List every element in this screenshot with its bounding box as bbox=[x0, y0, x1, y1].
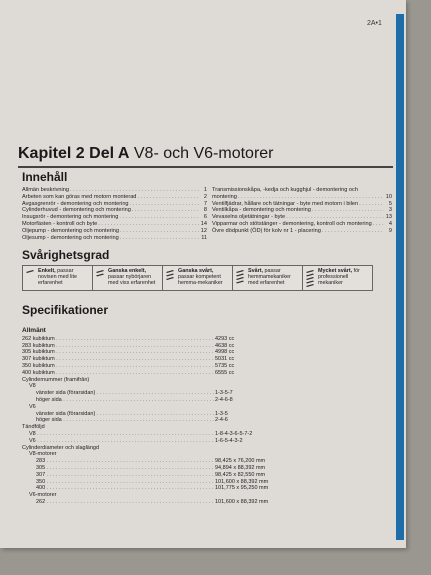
toc-entry-page: 8 bbox=[203, 207, 207, 214]
spec-row bbox=[22, 397, 322, 404]
spec-row bbox=[22, 377, 322, 384]
spec-label-cell bbox=[22, 438, 215, 445]
difficulty-text bbox=[248, 268, 300, 287]
difficulty-description: för professionell mekaniker bbox=[318, 268, 360, 287]
toc-leader-dots bbox=[130, 201, 199, 208]
spec-value: 4293 cc bbox=[215, 335, 235, 342]
toc-entry-label: Ventilkåpa - demontering och montering bbox=[212, 207, 311, 214]
toc-entry bbox=[212, 187, 392, 194]
toc-entry-page: 3 bbox=[388, 207, 392, 214]
difficulty-description: passar novisen med lite erfarenhet bbox=[38, 268, 77, 287]
spec-label-cell bbox=[22, 445, 215, 452]
spec-leader-dots bbox=[45, 458, 215, 464]
spec-leader-dots bbox=[55, 343, 215, 349]
spec-label: 262 bbox=[36, 498, 46, 505]
toc-entry-page: 5 bbox=[388, 200, 392, 207]
toc-entry-page: 1 bbox=[203, 187, 207, 193]
spec-row bbox=[22, 492, 322, 499]
toc-leader-dots bbox=[373, 221, 384, 228]
spec-row bbox=[22, 431, 322, 438]
difficulty-title: Ganska enkelt, bbox=[108, 268, 147, 274]
spec-label: vänster sida (förarsidan) bbox=[36, 410, 96, 417]
spec-value: 1-3-5-7 bbox=[215, 390, 233, 397]
spec-value: 2-4-6-8 bbox=[215, 396, 233, 403]
spec-label: V6-motorer bbox=[29, 492, 57, 499]
toc-entry-label: Vevaxelns oljetätningar - byte bbox=[212, 214, 286, 221]
toc-entry-label: Motorfästen - kontroll och byte bbox=[22, 220, 98, 227]
wrench-icon bbox=[25, 268, 35, 288]
toc-entry bbox=[22, 221, 207, 228]
spec-leader-dots bbox=[95, 411, 215, 417]
difficulty-level-2 bbox=[92, 265, 163, 291]
toc-entry bbox=[212, 194, 392, 201]
spec-label: 307 kubiktum bbox=[22, 356, 55, 363]
spec-row bbox=[22, 424, 322, 431]
spec-label: 305 kubiktum bbox=[22, 349, 55, 356]
toc-entry-page: 14 bbox=[200, 220, 207, 227]
spec-label-cell bbox=[22, 499, 215, 506]
toc-entry-label: Transmissionskåpa, -kedja och kugghjul - demontering och bbox=[212, 187, 358, 193]
difficulty-level-3 bbox=[162, 265, 233, 291]
toc-entry-page: 2 bbox=[203, 193, 207, 200]
toc-entry bbox=[22, 235, 207, 242]
spec-leader-dots bbox=[45, 479, 215, 485]
spec-label-cell bbox=[22, 336, 215, 343]
toc-leader-dots bbox=[137, 194, 199, 201]
toc-entry-label: Vipparmar och stötstänger - demontering, kontroll och montering bbox=[212, 220, 372, 227]
toc-leader-dots bbox=[119, 214, 199, 221]
spec-label-cell bbox=[22, 343, 215, 350]
spec-row bbox=[22, 370, 322, 377]
spec-row bbox=[22, 349, 322, 356]
chapter-rule bbox=[18, 166, 393, 168]
spec-row bbox=[22, 363, 322, 370]
toc-entry bbox=[212, 207, 392, 214]
toc-right-column bbox=[212, 187, 392, 235]
toc-leader-dots bbox=[120, 235, 199, 242]
spec-label-cell bbox=[22, 458, 215, 465]
toc-leader-dots bbox=[70, 187, 199, 194]
toc-entry bbox=[212, 214, 392, 221]
spec-label: vänster sida (förarsidan) bbox=[36, 390, 96, 397]
spec-row bbox=[22, 499, 322, 506]
spec-row bbox=[22, 451, 322, 458]
spec-label: V8-motorer bbox=[29, 451, 57, 458]
toc-entry-label: Insugsrör - demontering och montering bbox=[22, 214, 119, 221]
spec-value: 1-6-5-4-3-2 bbox=[215, 437, 243, 444]
spec-leader-dots bbox=[62, 397, 215, 403]
spec-label-cell bbox=[22, 390, 215, 397]
spec-label-cell bbox=[22, 349, 215, 356]
spec-label: V8 bbox=[29, 430, 36, 437]
spec-leader-dots bbox=[55, 370, 215, 376]
spec-value: 101,600 x 88,392 mm bbox=[215, 478, 269, 485]
spec-value: 5735 cc bbox=[215, 362, 235, 369]
chapter-title-main: Kapitel 2 Del A bbox=[18, 145, 130, 162]
toc-entry-page: 11 bbox=[201, 234, 207, 241]
chapter-tab-bar bbox=[396, 14, 404, 540]
spec-value: 2-4-6 bbox=[215, 417, 228, 424]
toc-entry-label: Oljesump - demontering och montering bbox=[22, 234, 119, 241]
difficulty-text bbox=[108, 268, 160, 287]
toc-entry-label: Övre dödpunkt (ÖD) för kolv nr 1 - placering bbox=[212, 227, 321, 234]
difficulty-description: passar hemmamekaniker med erfarenhet bbox=[248, 268, 291, 287]
spec-label: 350 bbox=[36, 478, 46, 485]
toc-entry bbox=[212, 228, 392, 235]
difficulty-scale bbox=[22, 265, 372, 291]
spec-row bbox=[22, 404, 322, 411]
toc-entry-page: 12 bbox=[200, 227, 207, 234]
spec-label-cell bbox=[22, 431, 215, 438]
toc-leader-dots bbox=[238, 194, 384, 201]
toc-heading: Innehåll bbox=[22, 170, 68, 184]
spec-label: V6 bbox=[29, 403, 36, 410]
toc-entry bbox=[22, 228, 207, 235]
spec-row bbox=[22, 417, 322, 424]
wrench-icon bbox=[235, 268, 245, 288]
difficulty-title: Enkelt, bbox=[38, 268, 56, 274]
toc-entry-label: Cylinderhuvud - demontering och montering bbox=[22, 207, 131, 214]
toc-leader-dots bbox=[98, 221, 199, 228]
toc-entry-page: 7 bbox=[203, 200, 207, 207]
spec-label-cell bbox=[22, 417, 215, 424]
toc-entry bbox=[212, 221, 392, 228]
toc-leader-dots bbox=[120, 228, 199, 235]
difficulty-level-4 bbox=[232, 265, 303, 291]
spec-label: 283 bbox=[36, 458, 46, 465]
toc-entry-page: 6 bbox=[203, 214, 207, 221]
spec-row bbox=[22, 336, 322, 343]
spec-row bbox=[22, 390, 322, 397]
spec-label-cell bbox=[22, 411, 215, 418]
spec-label-cell bbox=[22, 472, 215, 479]
toc-entry-page: 13 bbox=[385, 214, 392, 221]
spec-label: 283 kubiktum bbox=[22, 342, 55, 349]
toc-entry bbox=[22, 187, 207, 194]
toc-entry-label: montering bbox=[212, 193, 237, 200]
spec-value: 6555 cc bbox=[215, 369, 235, 376]
spec-value: 4998 cc bbox=[215, 349, 235, 356]
spec-value: 98,425 x 82,550 mm bbox=[215, 471, 266, 478]
specs-table bbox=[22, 328, 322, 506]
toc-leader-dots bbox=[286, 214, 384, 221]
spec-label-cell bbox=[22, 492, 215, 499]
toc-entry-label: Ventilfjädrar, hållare och tätningar - byte med motorn i bilen bbox=[212, 200, 359, 207]
spec-label-cell bbox=[22, 363, 215, 370]
spec-leader-dots bbox=[55, 349, 215, 355]
spec-row bbox=[22, 472, 322, 479]
toc-entry bbox=[22, 201, 207, 208]
spec-row bbox=[22, 438, 322, 445]
spec-value: 94,894 x 88,392 mm bbox=[215, 464, 266, 471]
spec-label: 262 kubiktum bbox=[22, 335, 55, 342]
difficulty-description: passar nybörjaren med viss erfarenhet bbox=[108, 274, 156, 287]
spec-label: Tändföljd bbox=[22, 424, 45, 431]
spec-value: 4638 cc bbox=[215, 342, 235, 349]
spec-label-cell bbox=[22, 370, 215, 377]
spec-label: Cylindernummer (framifrån) bbox=[22, 376, 90, 383]
difficulty-description: passar kompetent hemma-mekaniker bbox=[178, 274, 223, 287]
spec-label: 400 kubiktum bbox=[22, 369, 55, 376]
toc-left-column bbox=[22, 187, 207, 241]
wrench-icon bbox=[95, 268, 105, 288]
spec-row bbox=[22, 411, 322, 418]
chapter-title bbox=[18, 145, 393, 163]
toc-leader-dots bbox=[322, 228, 384, 235]
spec-label: 305 bbox=[36, 464, 46, 471]
spec-label: 307 bbox=[36, 471, 46, 478]
wrench-icon bbox=[305, 268, 315, 288]
difficulty-level-5 bbox=[302, 265, 373, 291]
spec-label-cell bbox=[22, 383, 215, 390]
spec-value: 1-3-5 bbox=[215, 410, 228, 417]
spec-leader-dots bbox=[45, 465, 215, 471]
page-number: 2A•1 bbox=[367, 20, 382, 27]
spec-row bbox=[22, 383, 322, 390]
toc-entry-page: 9 bbox=[388, 227, 392, 234]
spec-label: höger sida bbox=[36, 396, 62, 403]
spec-leader-dots bbox=[36, 431, 215, 437]
toc-leader-dots bbox=[312, 207, 384, 214]
spec-leader-dots bbox=[55, 336, 215, 342]
toc-leader-dots bbox=[359, 201, 384, 208]
spec-leader-dots bbox=[45, 499, 215, 505]
toc-entry-label: Arbeten som kan göras med motorn monterad bbox=[22, 193, 137, 200]
toc-entry-page: 4 bbox=[388, 220, 392, 227]
spec-label-cell bbox=[22, 479, 215, 486]
toc-entry bbox=[22, 207, 207, 214]
specs-heading: Specifikationer bbox=[22, 303, 109, 317]
spec-label: V8 bbox=[29, 383, 36, 390]
spec-row bbox=[22, 445, 322, 452]
difficulty-title: Svårt, bbox=[248, 268, 263, 274]
spec-row bbox=[22, 465, 322, 472]
spec-label-cell bbox=[22, 404, 215, 411]
toc-entry-label: Allmän beskrivning bbox=[22, 187, 69, 193]
spec-leader-dots bbox=[55, 356, 215, 362]
specs-section-title: Allmänt bbox=[22, 327, 46, 334]
spec-value: 1-8-4-3-6-5-7-2 bbox=[215, 430, 253, 437]
spec-leader-dots bbox=[45, 485, 215, 491]
wrench-icon bbox=[165, 268, 175, 288]
spec-label: V6 bbox=[29, 437, 36, 444]
difficulty-text bbox=[318, 268, 370, 287]
toc-entry bbox=[22, 194, 207, 201]
toc-entry-label: Oljepump - demontering och montering bbox=[22, 227, 120, 234]
spec-row bbox=[22, 479, 322, 486]
difficulty-title: Ganska svårt, bbox=[178, 268, 214, 274]
spec-leader-dots bbox=[55, 363, 215, 369]
spec-row bbox=[22, 458, 322, 465]
spec-value: 5031 cc bbox=[215, 356, 235, 363]
spec-label: 400 bbox=[36, 485, 46, 492]
spec-label: Cylinderdiameter och slaglängd bbox=[22, 444, 100, 451]
spec-row bbox=[22, 343, 322, 350]
spec-leader-dots bbox=[36, 438, 215, 444]
toc-entry bbox=[22, 214, 207, 221]
spec-value: 101,775 x 95,250 mm bbox=[215, 485, 269, 492]
difficulty-text bbox=[38, 268, 90, 287]
difficulty-title: Mycket svårt, bbox=[318, 268, 353, 274]
toc-entry-page: 10 bbox=[385, 193, 392, 200]
spec-label-cell bbox=[22, 424, 215, 431]
toc-entry-label: Avgasgrenrör - demontering och montering bbox=[22, 200, 129, 207]
chapter-subtitle: V8- och V6-motorer bbox=[129, 145, 274, 162]
spec-label-cell bbox=[22, 465, 215, 472]
spec-row bbox=[22, 356, 322, 363]
spec-label-cell bbox=[22, 451, 215, 458]
spec-label-cell bbox=[22, 397, 215, 404]
spec-label: höger sida bbox=[36, 417, 62, 424]
spec-leader-dots bbox=[95, 390, 215, 396]
spec-value: 98,425 x 76,200 mm bbox=[215, 458, 266, 465]
spec-value: 101,600 x 88,392 mm bbox=[215, 498, 269, 505]
difficulty-text bbox=[178, 268, 230, 287]
spec-label: 350 kubiktum bbox=[22, 362, 55, 369]
spec-label-cell bbox=[22, 485, 215, 492]
difficulty-heading: Svårighetsgrad bbox=[22, 248, 110, 262]
spec-label-cell bbox=[22, 356, 215, 363]
spec-row bbox=[22, 485, 322, 492]
spec-label-cell bbox=[22, 377, 215, 384]
difficulty-level-1 bbox=[22, 265, 93, 291]
spec-leader-dots bbox=[45, 472, 215, 478]
spec-leader-dots bbox=[62, 417, 215, 423]
toc-leader-dots bbox=[132, 207, 199, 214]
